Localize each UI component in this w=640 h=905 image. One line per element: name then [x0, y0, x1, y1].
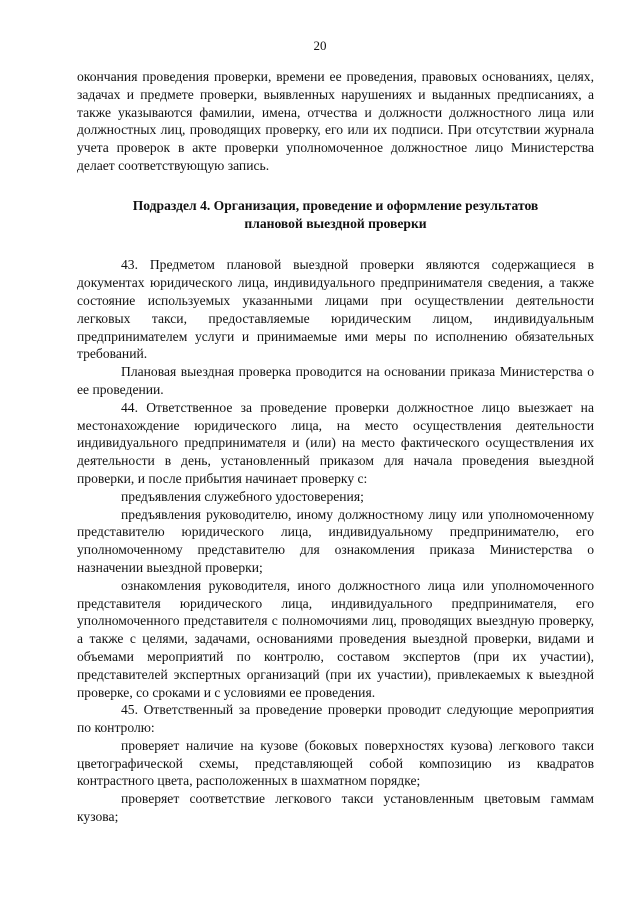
section-heading-line2: плановой выездной проверки: [244, 215, 427, 231]
list-item-familiarization: ознакомления руководителя, иного должностного лица или уполномоченного представителя юридического лица, индивидуального предпринимателя, его уполномоченного представителя с полномочиями лиц, проводящих выездную проверку, а также с целями, задачами, основаниями проведения выездной проверки, видами и объемами мероприятий по контролю, составом экспертов (при их участии), представителей экспертных организаций (при их участии), привлекаемых к выездной проверке, со сроками и с условиями ее проведения.: [77, 577, 594, 700]
list-item-body-colors: проверяет соответствие легкового такси установленным цветовым гаммам кузова;: [77, 791, 594, 825]
list-item-order-presentation: предъявления руководителю, иному должностному лицу или уполномоченному представителю юридического лица, индивидуальному предпринимателю, его уполномоченному представителю для ознакомления приказа Министерства о назначении выездной проверки;: [77, 506, 594, 575]
paragraph-45: 45. Ответственный за проведение проверки проводит следующие мероприятия по контролю:: [77, 702, 594, 736]
paragraph-43: 43. Предметом плановой выездной проверки являются содержащиеся в документах юридического лица, индивидуального предпринимателя сведения, а также состояние используемых указанными лицами при осуществлении деятельности легковых такси, предоставляемые юридическим лицом, индивидуальным предпринимателем услуги и принимаемые ими меры по исполнению обязательных требований.: [77, 257, 594, 362]
section-heading-line1: Подраздел 4. Организация, проведение и оформление результатов: [132, 197, 539, 213]
paragraph-continuation: окончания проведения проверки, времени ее проведения, правовых основаниях, целях, задачах и предмете проверки, выявленных нарушениях и выданных предписаниях, а также указываются фамилии, имена, отчества и должности должностного лица или должностных лиц, проводящих проверку, его или их подписи. При отсутствии журнала учета проверок в акте проверки уполномоченное должностное лицо Министерства делает соответствующую запись.: [77, 69, 594, 173]
document-body: [77, 68, 594, 826]
section-heading: [77, 197, 594, 233]
paragraph-44: 44. Ответственное за проведение проверки должностное лицо выезжает на местонахождение юридического лица, на место осуществления деятельности индивидуального предпринимателя и (или) на место фактического осуществления их деятельности в день, установленный приказом для начала проведения выездной проверки, и после прибытия начинает проверку с:: [77, 399, 594, 486]
list-item-id-presentation: предъявления служебного удостоверения;: [121, 488, 364, 504]
list-item-color-scheme: проверяет наличие на кузове (боковых поверхностях кузова) легкового такси цветографической схемы, представляющей собой композицию из квадратов контрастного цвета, расположенных в шахматном порядке;: [77, 737, 594, 789]
page-number: 20: [313, 38, 327, 53]
paragraph-plan-order: Плановая выездная проверка проводится на основании приказа Министерства о ее проведении.: [77, 364, 594, 397]
